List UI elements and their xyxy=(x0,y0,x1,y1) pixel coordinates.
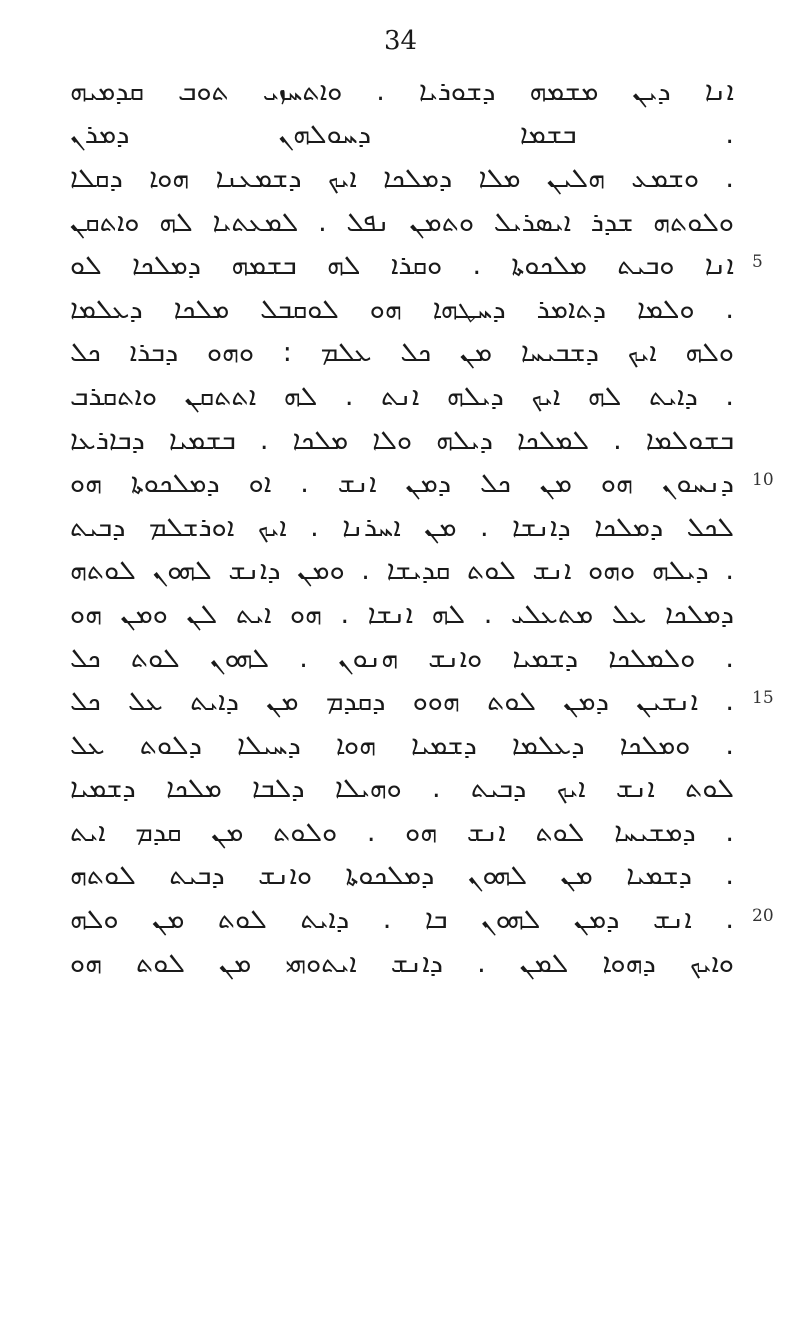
text-line xyxy=(70,332,734,376)
text-line xyxy=(70,288,734,332)
line-text: ܕܡܠܟܐ ܥܠ ܡܬܥܠܝ . ܠܗ ܐܢܫܐ . ܗܘ ܐܝܬ ܠܢ ܘܡܢ ܗܘ xyxy=(70,598,734,630)
line-text: ܒܫܘܠܡܐ . ܠܡܠܟܐ ܕܝܠܗ ܘܠܐ ܡܠܟܐ . ܒܫܡܝܐ ܕܒܐܪܥܐ xyxy=(70,424,734,456)
text-line xyxy=(70,550,734,594)
text-line xyxy=(70,462,774,506)
text-line xyxy=(70,375,734,419)
text-line xyxy=(70,724,734,768)
line-text: ܕܢܚܘܢ ܗܘ ܡܢ ܟܠ ܕܡܢ ܐܢܫ . ܐܘ ܕܡܠܟܘܬܐ ܗܘ xyxy=(70,468,734,500)
page-number: 34 xyxy=(383,26,418,56)
text-line xyxy=(70,70,734,114)
line-text: ܘܠܗ ܐܝܟ ܕܫܒܝܚܐ ܡܢ ܟܠ ܥܠܡ : ܘܗܘ ܕܒܪܐ ܟܠ xyxy=(70,337,734,369)
text-line xyxy=(70,114,734,158)
line-number: 20 xyxy=(752,906,774,927)
line-text: . ܒܫܡܐ ܕܚܘܠܗܢ ܕܡܪܢ xyxy=(70,119,734,151)
line-text: . ܘܠܡܐ ܕܬܐܡܪ ܕܚܛܗܐ ܗܘ ܠܘܩܒܠ ܡܠܟܐ ܕܥܠܡܐ xyxy=(70,293,734,325)
text-line xyxy=(70,593,734,637)
line-text: . ܐܢܫ ܕܡܢ ܠܗܘܢ ܒܐ . ܕܐܝܬ ܠܘܬ ܡܢ ܘܠܗ xyxy=(70,904,734,936)
text-line xyxy=(70,898,774,942)
line-text: . ܕܐܝܬ ܠܗ ܐܝܟ ܕܝܠܗ ܐܢܬ . ܠܗ ܐܬܬܩܢ ܘܐܬܩܪܒ xyxy=(70,380,734,412)
line-text: ܘܐܝܟ ܕܗܘܐ ܠܡܢ . ܕܐܢܫ ܐܝܬܘܗܝ ܡܢ ܠܘܬ ܗܘ xyxy=(70,947,734,979)
line-text: ܠܟܠ ܕܡܠܟܐ ܕܐܢܫܐ . ܡܢ ܐܚܪܢܐ . ܐܝܟ ܐܘܪܫܠܡ ܕܒܝܬ xyxy=(70,511,734,543)
line-text: . ܘܫܡܥ ܗܠܝܢ ܡܠܐ ܕܡܠܟܐ ܐܝܟ ܕܫܡܥܢܐ ܗܘܐ ܕܩܠܐ xyxy=(70,162,734,194)
line-text: ܘܠܘܬܗ ܫܕܪ ܐܝܣܪܝܠ ܘܬܡܢ ܢܦܠ . ܠܡܥܬܝܐ ܠܗ ܘܐܬܩܢ xyxy=(70,206,734,238)
line-text: ܐܢܐ ܘܒܝܬ ܡܠܟܘܬܐ . ܘܩܪܐ ܠܗ ܒܫܡܗ ܕܡܠܟܐ ܠܘ xyxy=(70,250,734,282)
line-text: ܐܢܐ ܕܝܢ ܡܫܡܗ ܕܫܘܪܝܐ . ܘܐܬܚܙܝ ܬܘܒ ܩܕܡܝܗ xyxy=(70,75,734,107)
line-text: . ܘܠܡܠܟܐ ܕܫܡܝܐ ܘܐܢܫ ܗܢܘܢ . ܠܗܘܢ ܠܘܬ ܟܠ xyxy=(70,642,734,674)
line-text: . ܘܡܠܟܐ ܕܥܠܡܐ ܕܫܡܝܐ ܗܘܐ ܕܚܝܠܐ ܕܠܘܬ ܥܠ xyxy=(70,729,734,761)
text-line xyxy=(70,811,734,855)
text-line xyxy=(70,506,734,550)
text-block xyxy=(70,70,774,985)
text-line xyxy=(70,244,763,288)
text-line xyxy=(70,855,734,899)
text-line xyxy=(70,680,774,724)
text-line xyxy=(70,157,734,201)
line-number: 15 xyxy=(752,688,774,709)
text-line xyxy=(70,768,734,812)
text-line xyxy=(70,201,734,245)
line-text: . ܐܢܫܝܢ ܕܡܢ ܠܘܬ ܗܘܘ ܕܩܕܡ ܡܢ ܕܐܝܬ ܥܠ ܟܠ xyxy=(70,686,734,718)
text-line xyxy=(70,637,734,681)
text-line xyxy=(70,942,734,986)
line-number: 5 xyxy=(752,252,763,273)
line-text: . ܕܫܡܝܐ ܡܢ ܠܗܘܢ ܕܡܠܟܘܬܐ ܘܐܢܫ ܕܒܝܬ ܠܘܬܗ xyxy=(70,860,734,892)
line-text: . ܕܡܫܝܚܐ ܠܘܬ ܐܢܫ ܗܘ . ܘܠܘܬ ܡܢ ܩܕܡ ܐܝܬ xyxy=(70,816,734,848)
line-number: 10 xyxy=(752,470,774,491)
text-line xyxy=(70,419,734,463)
line-text: . ܕܝܠܗ ܘܗܘ ܐܢܫ ܠܘܬ ܩܕܝܫܐ . ܘܡܢ ܕܐܢܫ ܠܗܘܢ ܠܘܬܗ xyxy=(70,555,734,587)
line-text: ܠܘܬ ܐܢܫ ܐܝܟ ܕܒܝܬ . ܘܗܝܠܐ ܕܠܒܐ ܡܠܟܐ ܕܫܡܝܐ xyxy=(70,773,734,805)
